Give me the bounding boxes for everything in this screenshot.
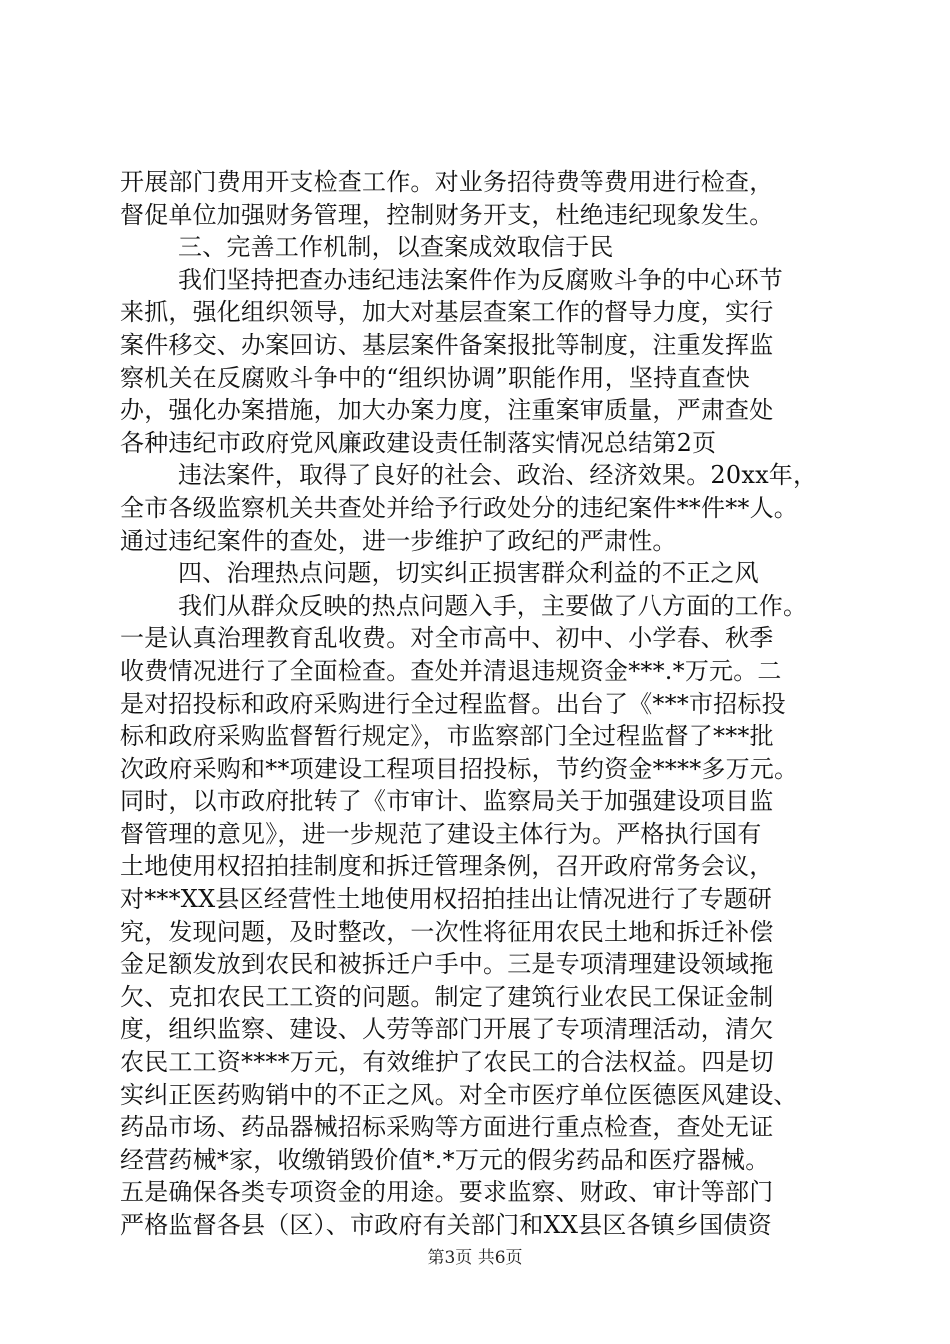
- body-text: [120, 166, 835, 1242]
- text-line: 欠、克扣农民工工资的问题。制定了建筑行业农民工保证金制: [120, 982, 774, 1011]
- text-line: 四、治理热点问题，切实纠正损害群众利益的不正之风: [178, 559, 759, 588]
- text-line: 我们从群众反映的热点问题入手，主要做了八方面的工作。: [178, 591, 808, 620]
- text-line: 办，强化办案措施，加大办案力度，注重案审质量，严肃查处: [120, 396, 774, 425]
- text-line: 药品市场、药品器械招标采购等方面进行重点检查，查处无证: [120, 1113, 774, 1142]
- text-line: 一是认真治理教育乱收费。对全市高中、初中、小学春、秋季: [120, 624, 774, 653]
- text-line: 督管理的意见》，进一步规范了建设主体行为。严格执行国有: [120, 819, 762, 848]
- text-line: 次政府采购和**项建设工程项目招投标，节约资金****多万元。: [120, 754, 799, 783]
- text-line: 度，组织监察、建设、人劳等部门开展了专项清理活动，清欠: [120, 1015, 774, 1044]
- text-line: 实纠正医药购销中的不正之风。对全市医疗单位医德医风建设、: [120, 1080, 798, 1109]
- text-line: 对***XX县区经营性土地使用权招拍挂出让情况进行了专题研: [120, 885, 772, 914]
- text-line: 通过违纪案件的查处，进一步维护了政纪的严肃性。: [120, 526, 677, 555]
- text-line: 察机关在反腐败斗争中的“组织协调”职能作用，坚持直查快: [120, 363, 750, 392]
- text-line: 我们坚持把查办违纪违法案件作为反腐败斗争的中心环节: [178, 265, 783, 294]
- text-line: 开展部门费用开支检查工作。对业务招待费等费用进行检查，: [120, 168, 774, 196]
- text-line: 土地使用权招拍挂制度和拆迁管理条例，召开政府常务会议，: [120, 852, 774, 881]
- text-line: 收费情况进行了全面检查。查处并清退违规资金***.*万元。二: [120, 656, 782, 685]
- text-line: 严格监督各县（区）、市政府有关部门和XX县区各镇乡国债资: [120, 1211, 772, 1239]
- page-footer: 第3页 共6页: [427, 1248, 523, 1268]
- text-line: 五是确保各类专项资金的用途。要求监察、财政、审计等部门: [120, 1178, 774, 1207]
- text-line: 案件移交、办案回访、基层案件备案报批等制度，注重发挥监: [120, 330, 774, 359]
- text-line: 农民工工资****万元，有效维护了农民工的合法权益。四是切: [120, 1048, 774, 1077]
- text-line: 全市各级监察机关共查处并给予行政处分的违纪案件**件**人。: [120, 493, 798, 522]
- text-line: 标和政府采购监督暂行规定》，市监察部门全过程监督了***批: [120, 722, 774, 751]
- text-line: 来抓，强化组织领导，加大对基层查案工作的督导力度，实行: [120, 298, 774, 327]
- text-line: 同时，以市政府批转了《市审计、监察局关于加强建设项目监: [120, 787, 774, 816]
- text-line: 各种违纪市政府党风廉政建设责任制落实情况总结第2页: [120, 428, 717, 457]
- text-line: 经营药械*家，收缴销毁价值*.*万元的假劣药品和医疗器械。: [120, 1145, 770, 1174]
- text-line: 金足额发放到农民和被拆迁户手中。三是专项清理建设领域拖: [120, 950, 774, 979]
- text-line: 究，发现问题，及时整改，一次性将征用农民土地和拆迁补偿: [120, 917, 774, 946]
- text-line: 督促单位加强财务管理，控制财务开支，杜绝违纪现象发生。: [120, 200, 774, 229]
- text-line: 违法案件，取得了良好的社会、政治、经济效果。20xx年，: [178, 461, 818, 490]
- text-line: 三、完善工作机制，以查案成效取信于民: [178, 233, 614, 262]
- text-line: 是对招投标和政府采购进行全过程监督。出台了《***市招标投: [120, 689, 786, 718]
